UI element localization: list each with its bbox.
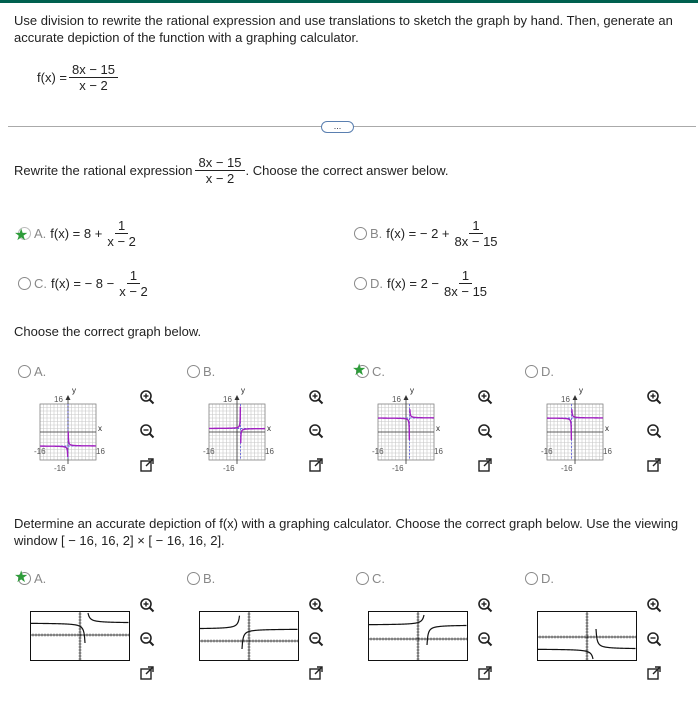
option-letter: B. xyxy=(203,571,216,586)
option-letter: A. xyxy=(34,571,47,586)
popout-button[interactable] xyxy=(308,457,324,473)
option-numerator: 1 xyxy=(459,268,472,284)
part2-prompt: Choose the correct graph below. xyxy=(14,324,202,339)
top-accent-bar xyxy=(0,0,698,3)
y-tick-bottom: -16 xyxy=(561,464,573,473)
radio-button[interactable] xyxy=(525,365,538,378)
x-axis-label: x xyxy=(436,424,440,433)
function-numerator: 8x − 15 xyxy=(69,62,118,78)
calculator-graph-thumbnail[interactable] xyxy=(368,611,468,664)
y-tick-bottom: -16 xyxy=(54,464,66,473)
part1-prompt xyxy=(14,155,449,186)
x-tick-left: -16 xyxy=(34,447,46,456)
part1-prompt-before: Rewrite the rational expression xyxy=(14,163,193,178)
x-axis-label: x xyxy=(98,424,102,433)
option-lhs: f(x) = 8 + xyxy=(50,226,103,241)
option-lhs: f(x) = 2 − xyxy=(387,276,440,291)
part3-prompt: Determine an accurate depiction of f(x) with a graphing calculator. Choose the correct graph below. Use the viewing window [ − 16, 16, 2] × [ − 16, 16, 2]. xyxy=(14,516,679,548)
graph-plot xyxy=(547,404,603,460)
part3-option-d[interactable] xyxy=(525,571,558,586)
option-numerator: 1 xyxy=(115,218,128,234)
graph-plot xyxy=(40,404,96,460)
option-denominator: 8x − 15 xyxy=(444,284,488,299)
option-denominator: x − 2 xyxy=(107,234,136,249)
zoom-in-button[interactable] xyxy=(139,389,155,405)
part2-option-a[interactable] xyxy=(18,364,50,379)
part1-option-a[interactable] xyxy=(14,218,139,249)
part1-expr-denominator: x − 2 xyxy=(205,171,235,186)
part3-option-c[interactable] xyxy=(356,571,389,586)
x-tick-left: -16 xyxy=(541,447,553,456)
option-denominator: x − 2 xyxy=(119,284,148,299)
zoom-in-button[interactable] xyxy=(646,389,662,405)
radio-button[interactable] xyxy=(356,572,369,585)
option-lhs: f(x) = − 8 − xyxy=(51,276,115,291)
option-letter: C. xyxy=(372,571,385,586)
option-letter: A. xyxy=(34,364,47,379)
y-axis-label: y xyxy=(241,386,245,395)
calculator-graph xyxy=(537,611,637,661)
y-tick-bottom: -16 xyxy=(392,464,404,473)
y-axis-label: y xyxy=(579,386,583,395)
zoom-in-button[interactable] xyxy=(308,389,324,405)
part1-option-d[interactable] xyxy=(354,268,490,299)
zoom-out-button[interactable] xyxy=(308,631,324,647)
option-letter: C. xyxy=(34,276,47,291)
popout-button[interactable] xyxy=(139,457,155,473)
option-letter: D. xyxy=(541,571,554,586)
part2-option-d[interactable] xyxy=(525,364,558,379)
graph-thumbnail[interactable] xyxy=(209,404,265,463)
expand-button[interactable]: ... xyxy=(321,121,354,133)
function-label: f(x) = xyxy=(37,70,67,85)
option-numerator: 1 xyxy=(469,218,482,234)
radio-button[interactable] xyxy=(18,365,31,378)
calculator-graph xyxy=(368,611,468,661)
y-tick-top: 16 xyxy=(392,395,401,404)
zoom-out-button[interactable] xyxy=(308,423,324,439)
y-tick-top: 16 xyxy=(223,395,232,404)
calculator-graph-thumbnail[interactable] xyxy=(199,611,299,664)
option-letter: B. xyxy=(370,226,383,241)
popout-button[interactable] xyxy=(139,665,155,681)
zoom-in-button[interactable] xyxy=(477,389,493,405)
zoom-out-button[interactable] xyxy=(139,423,155,439)
graph-plot xyxy=(209,404,265,460)
y-tick-bottom: -16 xyxy=(223,464,235,473)
option-lhs: f(x) = − 2 + xyxy=(386,226,450,241)
calculator-graph xyxy=(199,611,299,661)
x-axis-label: x xyxy=(605,424,609,433)
x-tick-right: 16 xyxy=(434,447,443,456)
y-axis-label: y xyxy=(72,386,76,395)
part2-option-c[interactable] xyxy=(352,362,389,379)
option-denominator: 8x − 15 xyxy=(454,234,498,249)
graph-thumbnail[interactable] xyxy=(547,404,603,463)
zoom-in-button[interactable] xyxy=(477,597,493,613)
popout-button[interactable] xyxy=(646,665,662,681)
part3-option-a[interactable] xyxy=(14,569,50,586)
option-letter: A. xyxy=(34,226,47,241)
option-letter: B. xyxy=(203,364,216,379)
calculator-graph-thumbnail[interactable] xyxy=(537,611,637,664)
calculator-graph xyxy=(30,611,130,661)
correct-star-icon: ★ xyxy=(14,227,29,244)
y-tick-top: 16 xyxy=(561,395,570,404)
option-letter: C. xyxy=(372,364,385,379)
instruction-text: Use division to rewrite the rational expression and use translations to sketch the graph by hand. Then, generate an accurate depiction of the function with a graphing calculator. xyxy=(14,13,673,45)
correct-star-icon: ★ xyxy=(352,362,367,379)
x-tick-left: -16 xyxy=(203,447,215,456)
radio-button[interactable] xyxy=(187,572,200,585)
part1-option-b[interactable] xyxy=(354,218,501,249)
correct-star-icon: ★ xyxy=(14,569,29,586)
x-tick-left: -16 xyxy=(372,447,384,456)
part3-option-b[interactable] xyxy=(187,571,219,586)
part1-expr-numerator: 8x − 15 xyxy=(195,155,244,171)
y-tick-top: 16 xyxy=(54,395,63,404)
option-letter: D. xyxy=(370,276,383,291)
popout-button[interactable] xyxy=(477,457,493,473)
option-letter: D. xyxy=(541,364,554,379)
zoom-out-button[interactable] xyxy=(477,423,493,439)
radio-button[interactable] xyxy=(354,277,367,290)
zoom-out-button[interactable] xyxy=(477,631,493,647)
zoom-out-button[interactable] xyxy=(139,631,155,647)
function-denominator: x − 2 xyxy=(79,78,108,93)
radio-button[interactable] xyxy=(354,227,367,240)
zoom-in-button[interactable] xyxy=(139,597,155,613)
x-tick-right: 16 xyxy=(96,447,105,456)
radio-button[interactable] xyxy=(187,365,200,378)
radio-button[interactable] xyxy=(18,277,31,290)
x-axis-label: x xyxy=(267,424,271,433)
x-tick-right: 16 xyxy=(265,447,274,456)
popout-button[interactable] xyxy=(477,665,493,681)
part2-option-b[interactable] xyxy=(187,364,219,379)
part1-prompt-after: . Choose the correct answer below. xyxy=(245,163,449,178)
graph-thumbnail[interactable] xyxy=(378,404,434,463)
option-numerator: 1 xyxy=(127,268,140,284)
zoom-out-button[interactable] xyxy=(646,631,662,647)
part1-option-c[interactable] xyxy=(18,268,151,299)
zoom-in-button[interactable] xyxy=(308,597,324,613)
function-definition xyxy=(37,62,118,93)
zoom-out-button[interactable] xyxy=(646,423,662,439)
zoom-in-button[interactable] xyxy=(646,597,662,613)
popout-button[interactable] xyxy=(646,457,662,473)
graph-plot xyxy=(378,404,434,460)
popout-button[interactable] xyxy=(308,665,324,681)
graph-thumbnail[interactable] xyxy=(40,404,96,463)
calculator-graph-thumbnail[interactable] xyxy=(30,611,130,664)
y-axis-label: y xyxy=(410,386,414,395)
x-tick-right: 16 xyxy=(603,447,612,456)
radio-button[interactable] xyxy=(525,572,538,585)
